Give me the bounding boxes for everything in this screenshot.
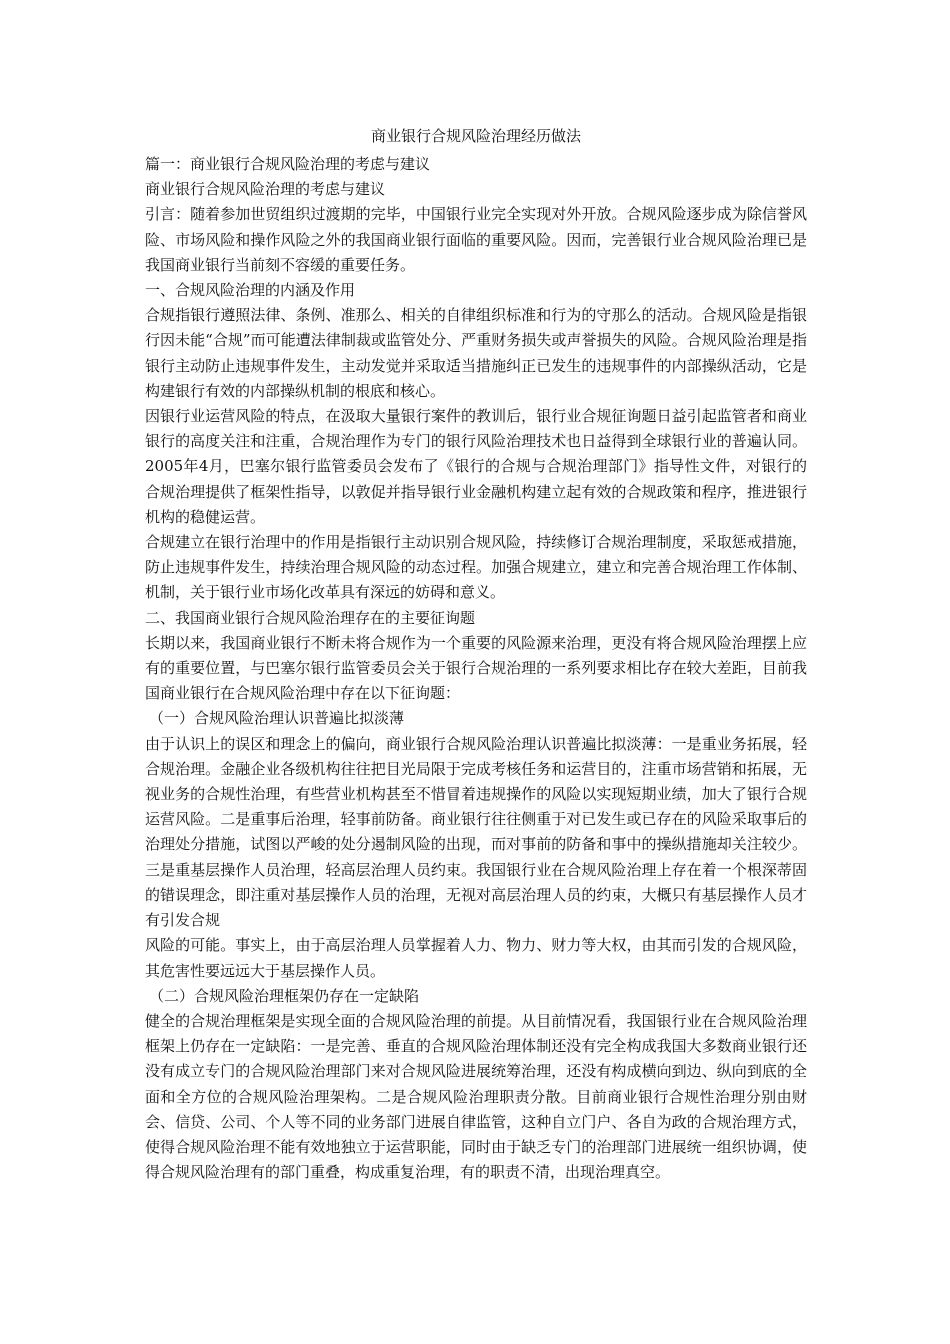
paragraph: 合规指银行遵照法律、条例、准那么、相关的自律组织标准和行为的守那么的活动。合规风险是指银行因未能“合规”而可能遭法律制裁或监管处分、严重财务损失或声誉损失的风险。合规风险治理是指银行主动防止违规事件发生，主动发觉并采取适当措施纠正已发生的违规事件的内部操纵活动，它是构建银行有效的内部操纵机制的根底和核心。 [145, 306, 807, 400]
paragraph: 因银行业运营风险的特点，在汲取大量银行案件的教训后，银行业合规征询题日益引起监管者和商业银行的高度关注和注重，合规治理作为专门的银行风险治理技术也日益得到全球银行业的普遍认同。2005年4月，巴塞尔银行监管委员会发布了《银行的合规与合规治理部门》指导性文件，对银行的合规治理提供了框架性指导，以敦促并指导银行业金融机构建立起有效的合规政策和程序，推进银行机构的稳健运营。 [145, 407, 807, 526]
article-title: 商业银行合规风险治理的考虑与建议 [145, 180, 386, 199]
intro-paragraph: 引言：随着参加世贸组织过渡期的完毕，中国银行业完全实现对外开放。合规风险逐步成为除信誉风险、市场风险和操作风险之外的我国商业银行面临的重要风险。因而，完善银行业合规风险治理已是我国商业银行当前刻不容缓的重要任务。 [145, 205, 807, 274]
chapter-heading: 篇一：商业银行合规风险治理的考虑与建议 [145, 155, 431, 173]
document-title: 商业银行合规风险治理经历做法 [370, 127, 581, 145]
document-page [145, 123, 807, 1185]
subsection-1-heading: （一）合规风险治理认识普遍比拟淡薄 [149, 709, 405, 728]
paragraph: 合规建立在银行治理中的作用是指银行主动识别合规风险，持续修订合规治理制度，采取惩戒措施，防止违规事件发生，持续治理合规风险的动态过程。加强合规建立，建立和完善合规治理工作体制、机制，关于银行业市场化改革具有深远的妨碍和意义。 [145, 533, 807, 602]
document-body [145, 152, 807, 1185]
paragraph: 由于认识上的误区和理念上的偏向，商业银行合规风险治理认识普遍比拟淡薄：一是重业务拓展，轻合规治理。金融企业各级机构往往把目光局限于完成考核任务和运营目的，注重市场营销和拓展，无视业务的合规性治理，有些营业机构甚至不惜冒着违规操作的风险以实现短期业绩，加大了银行合规运营风险。二是重事后治理，轻事前防备。商业银行往往侧重于对已发生或已存在的风险采取事后的治理处分措施，试图以严峻的处分遏制风险的出现，而对事前的防备和事中的操纵措施却关注较少。三是重基层操作人员治理，轻高层治理人员约束。我国银行业在合规风险治理上存在着一个根深蒂固的错误理念，即注重对基层操作人员的治理，无视对高层治理人员的约束，大概只有基层操作人员才有引发合规 [145, 734, 807, 930]
paragraph: 健全的合规治理框架是实现全面的合规风险治理的前提。从目前情况看，我国银行业在合规风险治理框架上仍存在一定缺陷：一是完善、垂直的合规风险治理体制还没有完全构成我国大多数商业银行还没有成立专门的合规风险治理部门来对合规风险进展统筹治理，还没有构成横向到边、纵向到底的全面和全方位的合规风险治理架构。二是合规风险治理职责分散。目前商业银行合规性治理分别由财会、信贷、公司、个人等不同的业务部门进展自律监管，这种自立门户、各自为政的合规治理方式，使得合规风险治理不能有效地独立于运营职能，同时由于缺乏专门的治理部门进展统一组织协调，使得合规风险治理有的部门重叠，构成重复治理，有的职责不清，出现治理真空。 [145, 1011, 807, 1182]
section-2-heading: 二、我国商业银行合规风险治理存在的主要征询题 [145, 608, 476, 627]
paragraph: 长期以来，我国商业银行不断未将合规作为一个重要的风险源来治理，更没有将合规风险治理摆上应有的重要位置，与巴塞尔银行监管委员会关于银行合规治理的一系列要求相比存在较大差距，目前我国商业银行在合规风险治理中存在以下征询题： [145, 633, 807, 703]
paragraph: 风险的可能。事实上，由于高层治理人员掌握着人力、物力、财力等大权，由其而引发的合规风险，其危害性要远远大于基层操作人员。 [145, 936, 807, 980]
subsection-2-heading: （二）合规风险治理框架仍存在一定缺陷 [149, 986, 420, 1005]
section-1-heading: 一、合规风险治理的内涵及作用 [145, 281, 356, 300]
